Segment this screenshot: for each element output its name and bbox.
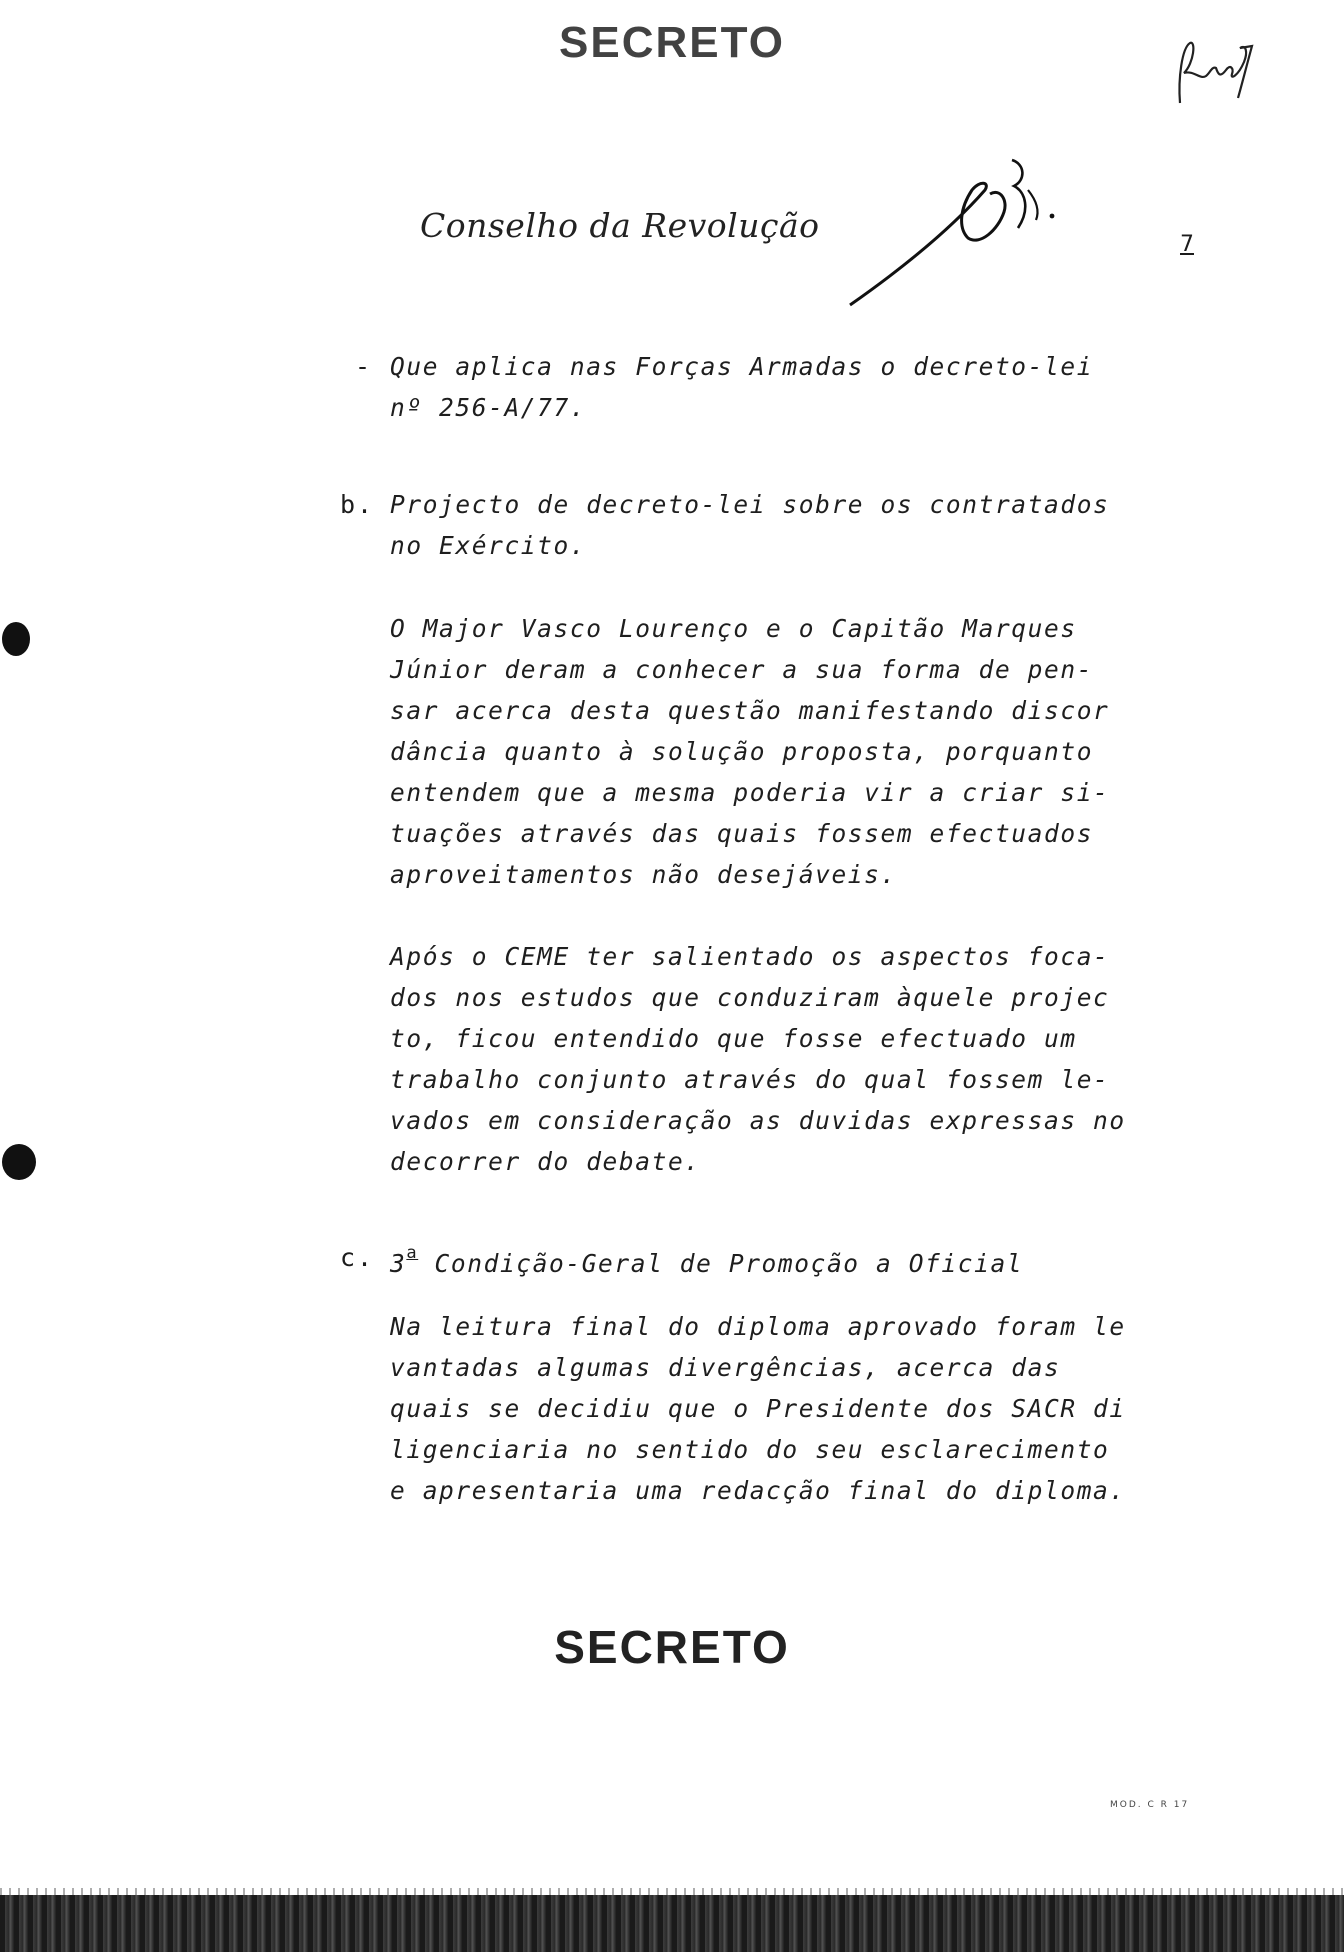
text-line: nº 256-A/77. (390, 393, 587, 422)
text-line: to, ficou entendido que fosse efectuado um (390, 1024, 1077, 1053)
item-c-marker: c. (340, 1243, 375, 1272)
text-line: vados em consideração as duvidas expressas no (390, 1106, 1126, 1135)
handwritten-initials (1160, 18, 1260, 118)
text-line: Após o CEME ter salientado os aspectos foca- (390, 942, 1110, 971)
text-line: vantadas algumas divergências, acerca das (390, 1353, 1061, 1382)
text-line: entendem que a mesma poderia vir a criar si- (390, 778, 1110, 807)
text-line: dos nos estudos que conduziram àquele projec (390, 983, 1110, 1012)
punch-hole (2, 622, 30, 656)
scan-edge-band (0, 1895, 1344, 1952)
text-line: tuações através das quais fossem efectuados (390, 819, 1094, 848)
text-line: Júnior deram a conhecer a sua forma de pen- (390, 655, 1094, 684)
text-line: quais se decidiu que o Presidente dos SACR di (390, 1394, 1126, 1423)
item-c-title (390, 1243, 1023, 1278)
text-line: O Major Vasco Lourenço e o Capitão Marques (390, 614, 1077, 643)
text-line: trabalho conjunto através do qual fossem le- (390, 1065, 1110, 1094)
item-c-title-text: Condição-Geral de Promoção a Oficial (418, 1249, 1024, 1278)
item-c-title-superscript: a (406, 1243, 419, 1263)
item-dash-marker: - (355, 352, 373, 381)
form-code: MOD. C R 17 (1110, 1800, 1190, 1810)
text-line: sar acerca desta questão manifestando discor (390, 696, 1110, 725)
secret-stamp-bottom: SECRETO (554, 1621, 790, 1673)
text-line: Que aplica nas Forças Armadas o decreto-lei (390, 352, 1094, 381)
item-b-title-line: Projecto de decreto-lei sobre os contratados (390, 490, 1110, 519)
secret-stamp-top: SECRETO (559, 18, 785, 67)
scan-edge-noise (0, 1888, 1344, 1895)
text-line: Na leitura final do diploma aprovado foram le (390, 1312, 1126, 1341)
text-line: dância quanto à solução proposta, porquanto (390, 737, 1094, 766)
text-line: aproveitamentos não desejáveis. (390, 860, 897, 889)
punch-hole (2, 1144, 36, 1180)
letterhead: Conselho da Revolução (420, 206, 820, 245)
text-line: decorrer do debate. (390, 1147, 701, 1176)
item-b-marker: b. (340, 490, 375, 519)
item-b-title-line: no Exército. (390, 531, 587, 560)
item-c-title-number: 3 (390, 1249, 407, 1278)
text-line: e apresentaria uma redacção final do diploma. (390, 1476, 1126, 1505)
text-line: ligenciaria no sentido do seu esclarecimento (390, 1435, 1110, 1464)
page-number: 7 (1180, 232, 1194, 257)
signature (840, 150, 1070, 320)
